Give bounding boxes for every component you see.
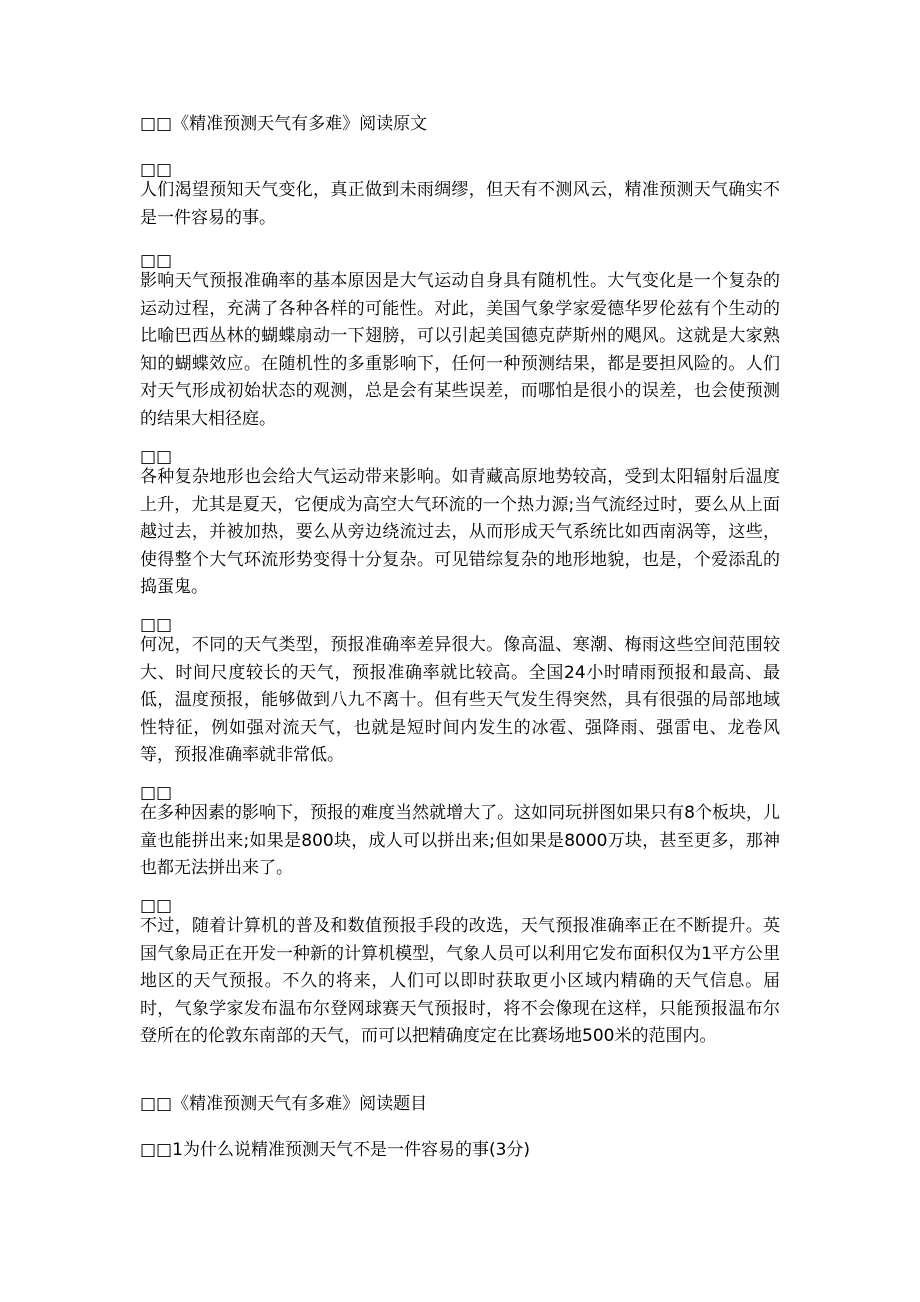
paragraph-5: 在多种因素的影响下，预报的难度当然就增大了。这如同玩拼图如果只有8个板块，儿童也能拼出来;如果是800块，成人可以拼出来;但如果是8000万块，甚至更多，那神也都无法拼出来了。 [140,803,780,878]
paragraph-marker: □□ [140,447,173,467]
question-1: □□1为什么说精准预测天气不是一件容易的事(3分) [140,1140,531,1160]
paragraph-marker: □□ [140,783,173,803]
paragraph-3: 各种复杂地形也会给大气运动带来影响。如青藏高原地势较高，受到太阳辐射后温度上升，尤其是夏天，它便成为高空大气环流的一个热力源;当气流经过时，要么从上面越过去，并被加热，要么从旁边绕流过去，从而形成天气系统比如西南涡等，这些，使得整个大气环流形势变得十分复杂。可见错综复杂的地形地貌，也是，个爱添乱的捣蛋鬼。 [140,467,780,597]
paragraph-marker: □□ [140,896,173,916]
paragraph-6: 不过，随着计算机的普及和数值预报手段的改选，天气预报准确率正在不断提升。英国气象局正在开发一种新的计算机模型，气象人员可以利用它发布面积仅为1平方公里地区的天气预报。不久的将来，人们可以即时获取更小区域内精确的天气信息。届时，气象学家发布温布尔登网球赛天气预报时，将不会像现在这样，只能预报温布尔登所在的伦敦东南部的天气，而可以把精确度定在比赛场地500米的范围内。 [140,916,780,1046]
paragraph-marker: □□ [140,251,173,271]
reading-title: □□《精准预测天气有多难》阅读原文 [140,114,428,134]
paragraph-4: 何况，不同的天气类型，预报准确率差异很大。像高温、寒潮、梅雨这些空间范围较大、时间尺度较长的天气，预报准确率就比较高。全国24小时晴雨预报和最高、最低，温度预报，能够做到八九不离十。但有些天气发生得突然，具有很强的局部地域性特征，例如强对流天气，也就是短时间内发生的冰雹、强降雨、强雷电、龙卷风等，预报准确率就非常低。 [140,635,780,765]
paragraph-1: 人们渴望预知天气变化，真正做到未雨绸缪，但天有不测风云，精准预测天气确实不是一件容易的事。 [140,180,780,228]
paragraph-marker: □□ [140,615,173,635]
questions-title: □□《精准预测天气有多难》阅读题目 [140,1094,428,1114]
paragraph-marker: □□ [140,160,173,180]
paragraph-2: 影响天气预报准确率的基本原因是大气运动自身具有随机性。大气变化是一个复杂的运动过程，充满了各种各样的可能性。对此，美国气象学家爱德华罗伦兹有个生动的比喻巴西丛林的蝴蝶扇动一下翅膀，可以引起美国德克萨斯州的飓风。这就是大家熟知的蝴蝶效应。在随机性的多重影响下，任何一种预测结果，都是要担风险的。人们对天气形成初始状态的观测，总是会有某些误差，而哪怕是很小的误差，也会使预测的结果大相径庭。 [140,271,780,429]
